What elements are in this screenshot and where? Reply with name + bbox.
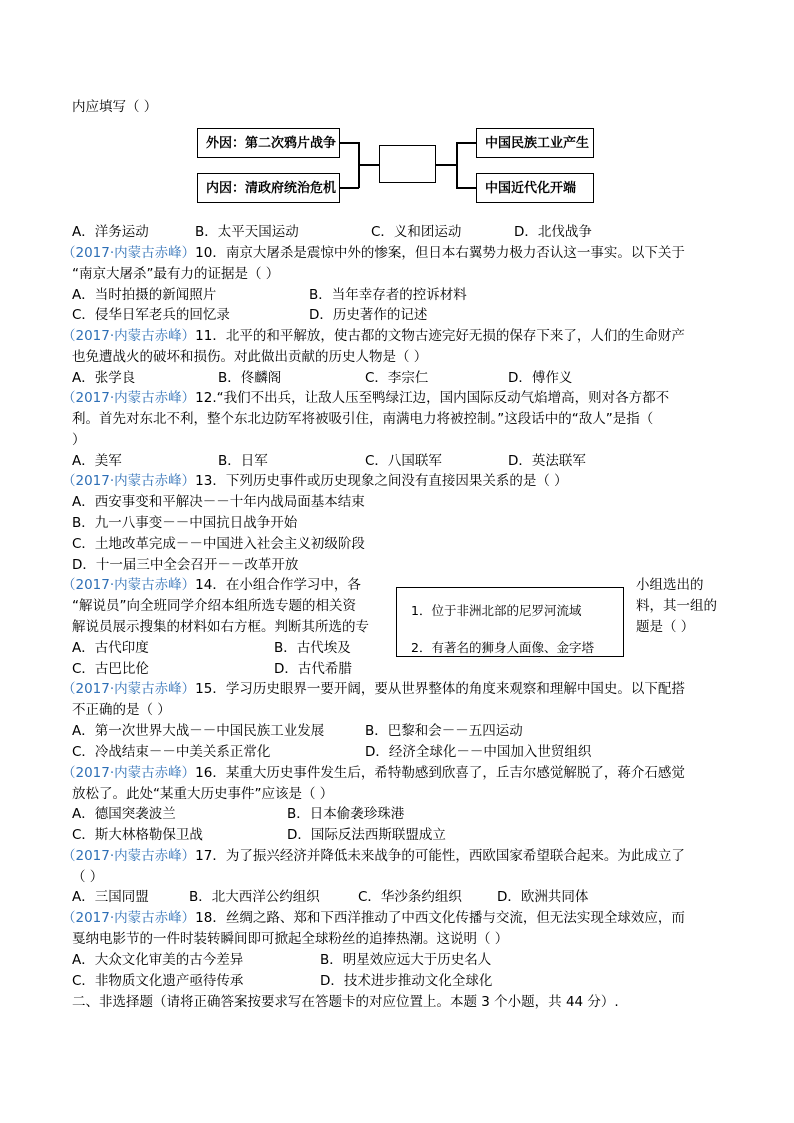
q15-stem: （2017·内蒙古赤峰）15．学习历史眼界一要开阔，要从世界整体的角度来观察和理解中国史。以下配搭 — [62, 681, 685, 697]
q16-option-a: A．德国突袭波兰 — [72, 806, 176, 822]
q18-option-c: C．非物质文化遗产亟待传承 — [72, 973, 244, 989]
q12-source: （2017·内蒙古赤峰） — [62, 390, 196, 406]
q10-option-a: A．当时拍摄的新闻照片 — [72, 287, 217, 303]
q14-source: （2017·内蒙古赤峰） — [62, 577, 196, 593]
q15-option-c: C．冷战结束－－中美关系正常化 — [72, 744, 271, 760]
q11-stem-line2: 也免遭战火的破坏和损伤。对此做出贡献的历史人物是（ ） — [72, 349, 428, 365]
q9-option-d: D．北伐战争 — [514, 224, 592, 240]
material-box — [396, 587, 624, 657]
q14-option-a: A．古代印度 — [72, 640, 149, 656]
q14-stem-right1: 小组选出的 — [636, 577, 704, 593]
q14-option-b: B．古代埃及 — [274, 640, 351, 656]
q10-stem-line2: “南京大屠杀”最有力的证据是（ ） — [72, 266, 280, 282]
q14-option-d: D．古代希腊 — [274, 661, 352, 677]
q15-option-d: D．经济全球化－－中国加入世贸组织 — [365, 744, 592, 760]
q9-option-b: B．太平天国运动 — [195, 224, 299, 240]
q11-source: （2017·内蒙古赤峰） — [62, 328, 196, 344]
q12-stem: （2017·内蒙古赤峰）12.“我们不出兵，让敌人压至鸭绿江边，国内国际反动气焰增高，则对各方都不 — [62, 390, 670, 406]
material-line-2: 2．有著名的狮身人面像、金字塔 — [411, 640, 594, 655]
q13-option-a: A．西安事变和平解决－－十年内战局面基本结束 — [72, 494, 365, 510]
q9-stem-end: 内应填写（ ） — [72, 99, 158, 115]
q12-option-d: D．英法联军 — [508, 453, 586, 469]
q17-source: （2017·内蒙古赤峰） — [62, 848, 196, 864]
q12-stem-line3: ） — [72, 432, 86, 448]
q17-option-a: A．三国同盟 — [72, 889, 149, 905]
q11-option-d: D．傅作义 — [508, 370, 573, 386]
q17-option-c: C．华沙条约组织 — [358, 889, 462, 905]
q13-option-c: C．土地改革完成－－中国进入社会主义初级阶段 — [72, 536, 365, 552]
q18-stem-line2: 戛纳电影节的一件时装转瞬间即可掀起全球粉丝的追捧热潮。这说明（ ） — [72, 931, 509, 947]
q13-source: （2017·内蒙古赤峰） — [62, 473, 196, 489]
diagram-internal-cause: 内因：清政府统治危机 — [197, 173, 340, 203]
q16-option-b: B．日本偷袭珍珠港 — [287, 806, 405, 822]
q15-stem-line2: 不正确的是（ ） — [72, 702, 171, 718]
section-2-heading: 二、非选择题（请将正确答案按要求写在答题卡的对应位置上。本题 3 个小题，共 44 分）. — [72, 994, 619, 1010]
q9-option-a: A．洋务运动 — [72, 224, 149, 240]
q15-option-b: B．巴黎和会－－五四运动 — [365, 723, 523, 739]
q10-stem: （2017·内蒙古赤峰）10．南京大屠杀是震惊中外的惨案，但日本右翼势力极力否认这一事实。以下关于 — [62, 245, 685, 261]
q18-stem: （2017·内蒙古赤峰）18．丝绸之路、郑和下西洋推动了中西文化传播与交流，但无法实现全球效应，而 — [62, 910, 685, 926]
q18-option-a: A．大众文化审美的古今差异 — [72, 952, 244, 968]
q9-option-c: C．义和团运动 — [371, 224, 462, 240]
q15-source: （2017·内蒙古赤峰） — [62, 681, 196, 697]
q11-option-c: C．李宗仁 — [365, 370, 429, 386]
q10-option-d: D．历史著作的记述 — [309, 307, 428, 323]
q14-stem-right3: 题是（ ） — [636, 619, 695, 635]
q13-option-b: B．九一八事变－－中国抗日战争开始 — [72, 515, 298, 531]
q14-stem-line2: “解说员”向全班同学介绍本组所选专题的相关资 — [72, 598, 356, 614]
q17-option-d: D．欧洲共同体 — [497, 889, 589, 905]
q10-source: （2017·内蒙古赤峰） — [62, 245, 196, 261]
q13-stem: （2017·内蒙古赤峰）13．下列历史事件或历史现象之间没有直接因果关系的是（ ） — [62, 473, 568, 489]
diagram-blank-box — [379, 145, 436, 183]
q18-source: （2017·内蒙古赤峰） — [62, 910, 196, 926]
q17-option-b: B．北大西洋公约组织 — [189, 889, 320, 905]
q13-option-d: D．十一届三中全会召开－－改革开放 — [72, 557, 299, 573]
q10-option-c: C．侵华日军老兵的回忆录 — [72, 307, 230, 323]
q12-option-a: A．美军 — [72, 453, 122, 469]
q16-stem: （2017·内蒙古赤峰）16．某重大历史事件发生后，希特勒感到欣喜了，丘吉尔感觉解脱了，蒋介石感觉 — [62, 765, 685, 781]
q14-stem-line3: 解说员展示搜集的材料如右方框。判断其所选的专 — [72, 619, 369, 635]
diagram-effect-industry: 中国民族工业产生 — [476, 128, 594, 158]
q12-stem-line2: 利。首先对东北不利，整个东北边防军将被吸引住，南满电力将被控制。”这段话中的“敌人”是指（ — [72, 411, 654, 427]
q16-stem-line2: 放松了。此处“某重大历史事件”应该是（ ） — [72, 786, 334, 802]
q14-option-c: C．古巴比伦 — [72, 661, 149, 677]
q16-source: （2017·内蒙古赤峰） — [62, 765, 196, 781]
diagram-external-cause: 外因：第二次鸦片战争 — [197, 128, 340, 158]
q16-option-d: D．国际反法西斯联盟成立 — [287, 827, 446, 843]
q17-stem-line2: （ ） — [72, 869, 104, 885]
q12-option-c: C．八国联军 — [365, 453, 442, 469]
q14-stem-right2: 料，其一组的 — [636, 598, 717, 614]
q10-option-b: B．当年幸存者的控诉材料 — [309, 287, 467, 303]
q17-stem: （2017·内蒙古赤峰）17．为了振兴经济并降低未来战争的可能性，西欧国家希望联合起来。为此成立了 — [62, 848, 685, 864]
q15-option-a: A．第一次世界大战－－中国民族工业发展 — [72, 723, 325, 739]
q18-option-d: D．技术进步推动文化全球化 — [320, 973, 493, 989]
q12-option-b: B．日军 — [218, 453, 268, 469]
material-line-1: 1．位于非洲北部的尼罗河流域 — [411, 603, 582, 618]
diagram-effect-modernization: 中国近代化开端 — [476, 173, 594, 203]
q14-stem: （2017·内蒙古赤峰）14．在小组合作学习中，各 — [62, 577, 361, 593]
q11-option-b: B．佟麟阁 — [218, 370, 282, 386]
q16-option-c: C．斯大林格勒保卫战 — [72, 827, 203, 843]
q18-option-b: B．明星效应远大于历史名人 — [320, 952, 492, 968]
q11-option-a: A．张学良 — [72, 370, 136, 386]
q11-stem: （2017·内蒙古赤峰）11．北平的和平解放，使古都的文物古迹完好无损的保存下来了，人们的生命财产 — [62, 328, 685, 344]
